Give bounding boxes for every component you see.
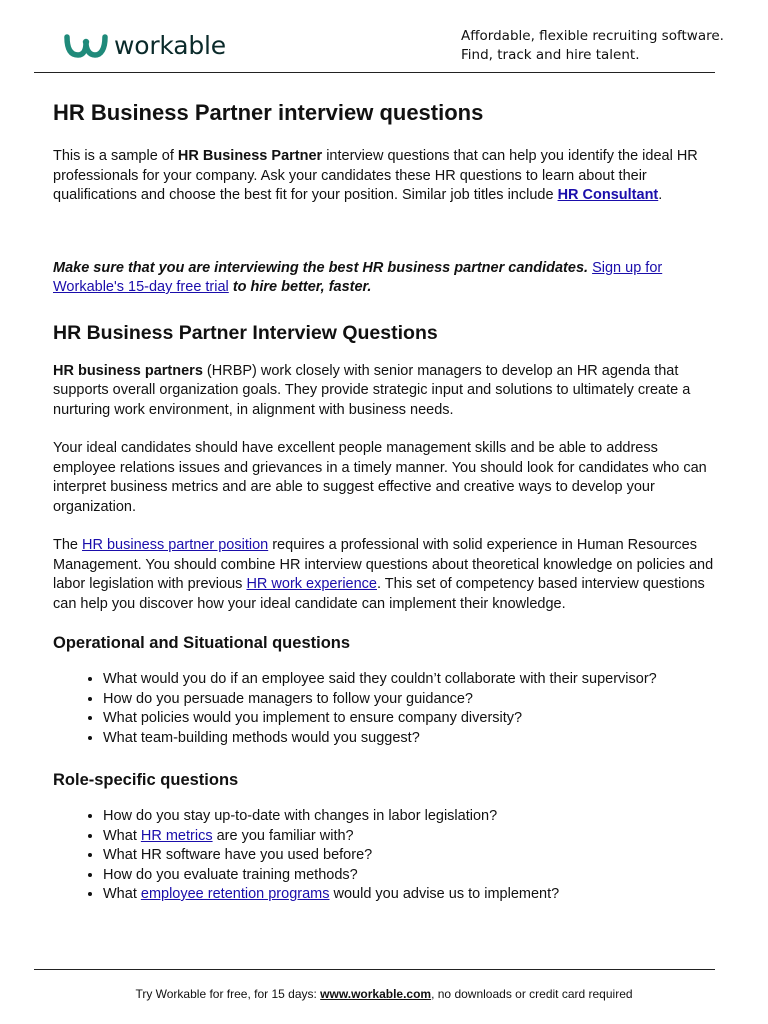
free-trial-link[interactable]: Sign up for Workable's 15-day free trial: [53, 259, 663, 295]
footer-text-2: , no downloads or credit card required: [431, 987, 633, 1001]
hrbp-bold: HR business partners: [53, 362, 203, 379]
main-content: [53, 96, 718, 905]
intro-bold: HR Business Partner: [177, 148, 323, 164]
metrics-text-1: What: [103, 827, 141, 844]
position-text-2: requires a professional with solid experience in Human Resources Management. You should combine HR interview questions about theoretical knowledge on policies and labor legislation with previous: [53, 537, 714, 592]
cta-text-1: Make sure that you are interviewing the best HR business partner candidates.: [53, 259, 589, 276]
hrbp-position-link[interactable]: HR business partner position: [82, 537, 269, 553]
employee-retention-link[interactable]: employee retention programs: [140, 886, 330, 902]
intro-text-2: interview questions that can help you identify the ideal HR professionals for your company. Ask your candidates these HR questions to learn about their qualifications and choose the best fit for your position. Similar job titles include: [53, 148, 698, 203]
hr-metrics-link[interactable]: HR metrics: [140, 827, 213, 844]
list-item: • How do you persuade managers to follow your guidance?: [103, 690, 718, 710]
cta-paragraph: [53, 259, 718, 298]
header-divider: [34, 72, 715, 73]
intro-text-3: .: [658, 187, 663, 203]
list-item: [103, 827, 718, 847]
list-item: • How do you evaluate training methods?: [103, 866, 718, 886]
retention-text-1: What: [103, 886, 141, 902]
list-item: • What team-building methods would you suggest?: [103, 729, 718, 749]
operational-question-list: [53, 670, 718, 748]
footer-divider: [34, 969, 715, 970]
list-item: • What policies would you implement to ensure company diversity?: [103, 709, 718, 729]
page-title: HR Business Partner interview questions: [53, 100, 484, 125]
header-tagline: [461, 27, 724, 65]
footer-text-1: Try Workable for free, for 15 days:: [135, 987, 321, 1001]
intro-text-1: This is a sample of: [53, 148, 178, 164]
metrics-text-2: are you familiar with?: [212, 827, 354, 844]
list-item: • What HR software have you used before?: [103, 846, 718, 866]
operational-heading: Operational and Situational questions: [53, 634, 351, 652]
page-footer: [0, 987, 768, 1001]
list-item: • What would you do if an employee said they couldn’t collaborate with their supervisor?: [103, 670, 718, 690]
role-specific-heading: Role-specific questions: [53, 771, 239, 789]
page-header: [0, 0, 768, 73]
position-text-3: . This set of competency based interview questions can help you discover how your ideal candidate can implement their knowledge.: [53, 576, 705, 612]
logo-wordmark: workable: [114, 30, 226, 60]
intro-paragraph: [53, 147, 718, 206]
role-question-list: [53, 807, 718, 905]
tagline-line-1: Affordable, flexible recruiting software.: [461, 28, 724, 44]
tagline-line-2: Find, track and hire talent.: [461, 47, 640, 63]
ideal-candidates-paragraph: Your ideal candidates should have excellent people management skills and be able to address employee relations issues and grievances in a timely manner. You should look for candidates who can interpret business metrics and are able to suggest effective and creative ways to develop your organization.: [53, 440, 707, 515]
hr-consultant-link[interactable]: HR Consultant: [557, 187, 659, 203]
cta-text-2: to hire better, faster.: [232, 279, 372, 295]
position-text-1: The: [53, 537, 83, 553]
retention-text-2: would you advise us to implement?: [329, 886, 560, 902]
list-item: [103, 885, 718, 905]
hrbp-description-paragraph: [53, 362, 718, 421]
hrbp-text: (HRBP) work closely with senior managers to develop an HR agenda that supports overall organization goals. They provide strategic input and solutions to ultimately create a nurturing work environment, in alignment with business needs.: [53, 362, 691, 418]
list-item: • How do you stay up-to-date with changes in labor legislation?: [103, 807, 718, 827]
section-title: HR Business Partner Interview Questions: [53, 321, 438, 344]
hr-work-experience-link[interactable]: HR work experience: [246, 576, 377, 592]
workable-logo[interactable]: [64, 30, 226, 60]
workable-website-link[interactable]: www.workable.com: [320, 987, 432, 1001]
workable-logo-icon: [64, 31, 108, 59]
position-paragraph: [53, 536, 718, 614]
